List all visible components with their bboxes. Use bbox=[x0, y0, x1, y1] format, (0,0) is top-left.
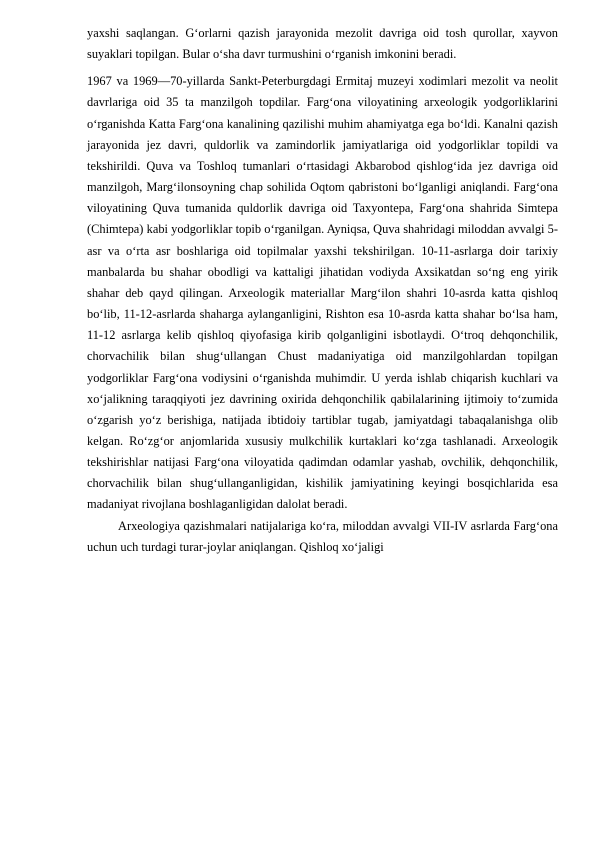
paragraph-2: 1967 va 1969—70-yillarda Sankt-Peterburgdagi Ermitaj muzeyi xodimlari mezolit va neolit davrlariga oid 35 ta manzilgoh topdilar. Fargʻona viloyatining arxeologik yodgorliklarini oʻrganishda Katta Fargʻona kanalining qazilishi muhim ahamiyatga ega boʻldi. Kanalni qazish jarayonida jez davri, quldorlik va zamindorlik jamiyatlariga oid yodgorliklar topildi va tekshirildi. Quva va Toshloq tumanlari oʻrtasidagi Akbarobod qishlogʻida jez davriga oid manzilgoh, Margʻilonsoyning chap sohilida Oqtom qabristoni boʻlganligi aniqlandi. Fargʻona viloyatining Quva tumanida quldorlik davriga oid Taxyontepa, Fargʻona shahrida Simtepa (Chimtepa) kabi yodgorliklar topib oʻrganilgan. Ayniqsa, Quva shahridagi miloddan avvalgi 5-asr va oʻrta asr boshlariga oid topilmalar yaxshi tekshirilgan. 10-11-asrlarga doir tarixiy manbalarda bu shahar obodligi va kattaligi jihatidan vodiyda Axsikatdan soʻng eng yirik shahar deb qayd qilingan. Arxeologik materiallar Margʻilon shahri 10-asrda katta qishloq boʻlib, 11-12-asrlarda shaharga aylanganligini, Rishton esa 10-asrda katta shahar boʻlsa ham, 11-12 asrlarga kelib qishloq qiyofasiga kirib qolganligini isbotlaydi. Oʻtroq dehqonchilik, chorvachilik bilan shugʻullangan Chust madaniyatiga oid manzilgohlardan topilgan yodgorliklar Fargʻona vodiysini oʻrganishda muhimdir. U yerda ishlab chiqarish kuchlari va xoʻjalikning taraqqiyoti jez davrining oxirida dehqonchilik qabilalarining ijtimoiy toʻzumida oʻzgarish yoʻz berishiga, natijada ibtidoiy tartiblar tugab, jamiyatdagi tabaqalanishga olib kelgan. Roʻzgʻor anjomlarida xususiy mulkchilik kurtaklari koʻzga tashlanadi. Arxeologik tekshirishlar natijasi Fargʻona viloyatida qadimdan odamlar yashab, ovchilik, dehqonchilik, chorvachilik bilan shugʻullanganligidan, kishilik jamiyatining keyingi bosqichlarida esa madaniyat rivojlana boshlaganligidan dalolat beradi. bbox=[87, 74, 558, 512]
paragraph-1: yaxshi saqlangan. Gʻorlarni qazish jarayonida mezolit davriga oid tosh qurollar, xayvon suyaklari topilgan. Bular oʻsha davr turmushini oʻrganish imkonini beradi. bbox=[87, 26, 558, 62]
paragraph-3: Arxeologiya qazishmalari natijalariga koʻra, miloddan avvalgi VII-IV asrlarda Fargʻona uchun uch turdagi turar-joylar aniqlangan. Qishloq xoʻjaligi bbox=[87, 518, 558, 554]
document-body bbox=[87, 23, 558, 558]
